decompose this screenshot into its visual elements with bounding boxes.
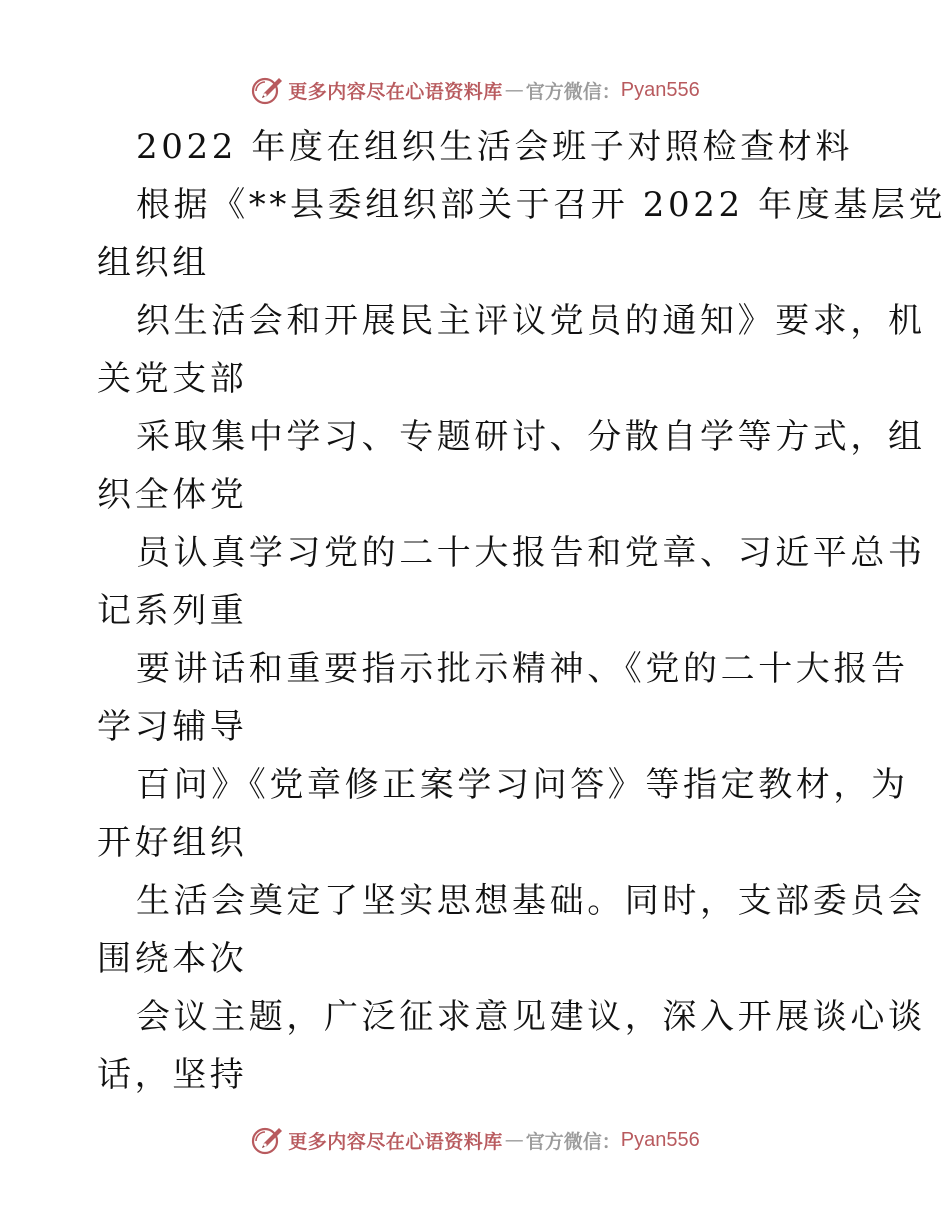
watermark-text: 更多内容尽在心语资料库: [288, 1130, 503, 1153]
text-line: 围绕本次: [97, 939, 248, 979]
text-line: 织全体党: [97, 475, 248, 515]
text-line: 采取集中学习、专题研讨、分散自学等方式，组: [136, 417, 926, 457]
watermark-wechat-label: 官方微信：: [525, 80, 621, 103]
watermark-wechat-id: Pyan556: [620, 78, 700, 101]
pen-nib-logo-icon: [250, 73, 284, 107]
text-line: 织生活会和开展民主评议党员的通知》要求，机: [136, 301, 926, 341]
text-line: 话，坚持: [97, 1055, 248, 1095]
watermark-separator: —: [504, 79, 524, 101]
text-line: 员认真学习党的二十大报告和党章、习近平总书: [136, 533, 926, 573]
document-title: 2022 年度在组织生活会班子对照检查材料: [136, 127, 853, 167]
watermark-wechat-id: Pyan556: [620, 1128, 700, 1151]
pen-nib-logo-icon: [250, 1123, 284, 1157]
text-line: 要讲话和重要指示批示精神、《党的二十大报告: [136, 649, 909, 689]
watermark-wechat-label: 官方微信：: [525, 1130, 621, 1153]
text-line: 学习辅导: [97, 707, 248, 747]
text-line: 记系列重: [97, 591, 248, 631]
text-line: 生活会奠定了坚实思想基础。同时，支部委员会: [136, 881, 926, 921]
text-line: 百问》《党章修正案学习问答》等指定教材，为: [136, 765, 909, 805]
text-line: 根据《**县委组织部关于召开 2022 年度基层党: [136, 185, 947, 225]
text-line: 组织组: [97, 243, 210, 283]
footer-watermark: [0, 1120, 950, 1160]
text-line: 关党支部: [97, 359, 248, 399]
header-watermark: [0, 70, 950, 110]
watermark-text: 更多内容尽在心语资料库: [288, 80, 503, 103]
watermark-separator: —: [504, 1129, 524, 1151]
text-line: 会议主题，广泛征求意见建议，深入开展谈心谈: [136, 997, 926, 1037]
text-line: 开好组织: [97, 823, 248, 863]
